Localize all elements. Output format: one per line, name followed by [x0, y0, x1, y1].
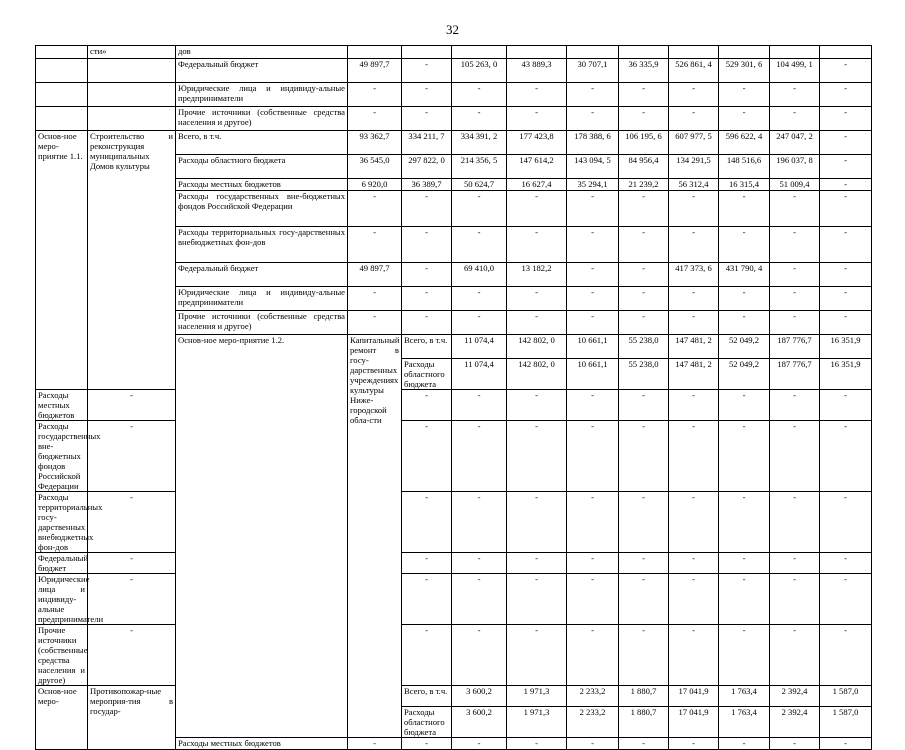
value-cell: - [567, 263, 619, 287]
value-cell: 178 388, 6 [567, 131, 619, 155]
value-cell: - [770, 738, 820, 750]
value-cell: 2 392,4 [770, 686, 820, 707]
value-cell: - [402, 227, 452, 263]
table-row [36, 492, 872, 553]
value-cell: - [820, 131, 872, 155]
funding-source-cell: Расходы областного бюджета [402, 707, 452, 738]
value-cell: 49 897,7 [348, 59, 402, 83]
value-cell: - [507, 553, 567, 574]
value-cell [619, 46, 669, 59]
value-cell: - [770, 227, 820, 263]
value-cell: - [719, 311, 770, 335]
value-cell: - [719, 492, 770, 553]
value-cell: - [452, 492, 507, 553]
value-cell: - [619, 263, 669, 287]
value-cell: 16 351,9 [820, 335, 872, 359]
value-cell: - [88, 553, 176, 574]
value-cell: - [669, 311, 719, 335]
value-cell: - [669, 227, 719, 263]
value-cell: - [452, 311, 507, 335]
value-cell: - [820, 553, 872, 574]
value-cell: 143 094, 5 [567, 155, 619, 179]
value-cell: 148 516,6 [719, 155, 770, 179]
value-cell: - [567, 287, 619, 311]
value-cell: - [719, 191, 770, 227]
value-cell [719, 46, 770, 59]
value-cell: - [88, 574, 176, 625]
value-cell: 52 049,2 [719, 335, 770, 359]
value-cell: - [619, 227, 669, 263]
value-cell: - [567, 738, 619, 750]
value-cell: - [669, 107, 719, 131]
value-cell: - [619, 107, 669, 131]
value-cell: - [820, 191, 872, 227]
table-row [36, 46, 872, 59]
value-cell: 30 707,1 [567, 59, 619, 83]
value-cell: - [619, 553, 669, 574]
value-cell: - [452, 625, 507, 686]
activity-name-cell: Противопожар-ные мероприя-тия в государ- [88, 686, 176, 750]
value-cell: 147 481, 2 [669, 335, 719, 359]
value-cell: - [820, 287, 872, 311]
table-row [36, 421, 872, 492]
value-cell: 187 776,7 [770, 359, 820, 390]
value-cell: - [719, 574, 770, 625]
value-cell: - [507, 311, 567, 335]
value-cell: - [669, 553, 719, 574]
value-cell: - [452, 287, 507, 311]
value-cell: 50 624,7 [452, 179, 507, 191]
value-cell: - [669, 492, 719, 553]
value-cell [348, 46, 402, 59]
table-row [36, 625, 872, 686]
value-cell: - [820, 390, 872, 421]
value-cell: - [567, 553, 619, 574]
value-cell: - [820, 179, 872, 191]
value-cell: 43 889,3 [507, 59, 567, 83]
value-cell: - [669, 574, 719, 625]
value-cell: 177 423,8 [507, 131, 567, 155]
value-cell: 1 587,0 [820, 686, 872, 707]
funding-source-cell: Прочие источники (собственные средства населения и другое) [36, 625, 88, 686]
value-cell: - [719, 227, 770, 263]
value-cell: - [619, 574, 669, 625]
value-cell: 21 239,2 [619, 179, 669, 191]
value-cell: - [820, 107, 872, 131]
budget-table [35, 45, 872, 750]
funding-source-cell: Расходы областного бюджета [402, 359, 452, 390]
value-cell: 1 763,4 [719, 707, 770, 738]
value-cell: - [402, 287, 452, 311]
value-cell: - [452, 553, 507, 574]
value-cell: - [402, 59, 452, 83]
funding-source-cell: Расходы местных бюджетов [176, 179, 348, 191]
value-cell: - [567, 227, 619, 263]
value-cell: - [770, 311, 820, 335]
value-cell: - [619, 191, 669, 227]
value-cell: - [402, 107, 452, 131]
value-cell: - [619, 421, 669, 492]
value-cell: - [348, 191, 402, 227]
table-row [36, 131, 872, 155]
value-cell: - [669, 625, 719, 686]
value-cell: - [507, 421, 567, 492]
funding-source-cell: Расходы местных бюджетов [36, 390, 88, 421]
value-cell: - [402, 553, 452, 574]
funding-source-cell: Расходы территориальных госу-дарственных внебюджетных фон-дов [176, 227, 348, 263]
value-cell: - [719, 390, 770, 421]
value-cell [770, 46, 820, 59]
value-cell: 36 335,9 [619, 59, 669, 83]
value-cell: - [507, 191, 567, 227]
value-cell: - [820, 83, 872, 107]
activity-name-cell [88, 59, 176, 83]
funding-source-cell: Всего, в т.ч. [402, 335, 452, 359]
value-cell: - [507, 227, 567, 263]
funding-source-cell: Прочие источники (собственные средства населения и другое) [176, 107, 348, 131]
value-cell: - [88, 421, 176, 492]
value-cell: - [567, 625, 619, 686]
value-cell: 1 880,7 [619, 686, 669, 707]
value-cell: - [348, 287, 402, 311]
value-cell: 55 238,0 [619, 335, 669, 359]
value-cell [820, 46, 872, 59]
value-cell: - [820, 421, 872, 492]
value-cell: - [770, 574, 820, 625]
value-cell: 431 790, 4 [719, 263, 770, 287]
value-cell: - [567, 83, 619, 107]
value-cell: 1 763,4 [719, 686, 770, 707]
value-cell: - [507, 83, 567, 107]
value-cell: 52 049,2 [719, 359, 770, 390]
value-cell: - [820, 155, 872, 179]
value-cell: 334 211, 7 [402, 131, 452, 155]
value-cell: - [348, 83, 402, 107]
value-cell: 334 391, 2 [452, 131, 507, 155]
value-cell: - [669, 83, 719, 107]
value-cell [507, 46, 567, 59]
value-cell: - [820, 263, 872, 287]
value-cell: - [452, 227, 507, 263]
value-cell: - [669, 390, 719, 421]
value-cell: 13 182,2 [507, 263, 567, 287]
value-cell: 49 897,7 [348, 263, 402, 287]
value-cell: - [719, 738, 770, 750]
value-cell: - [619, 287, 669, 311]
value-cell: 1 587,0 [820, 707, 872, 738]
funding-source-cell: Расходы местных бюджетов [176, 738, 348, 750]
value-cell: 106 195, 6 [619, 131, 669, 155]
value-cell: - [820, 625, 872, 686]
value-cell: - [348, 107, 402, 131]
value-cell: 417 373, 6 [669, 263, 719, 287]
value-cell: - [770, 263, 820, 287]
value-cell: - [452, 738, 507, 750]
value-cell: 1 880,7 [619, 707, 669, 738]
activity-code-cell [36, 107, 88, 131]
value-cell: 10 661,1 [567, 335, 619, 359]
value-cell: 36 545,0 [348, 155, 402, 179]
value-cell: - [452, 107, 507, 131]
value-cell: - [507, 625, 567, 686]
funding-source-cell: Федеральный бюджет [36, 553, 88, 574]
value-cell: - [719, 553, 770, 574]
activity-code-cell [36, 46, 88, 59]
value-cell: - [669, 421, 719, 492]
activity-code-cell: Основ-ное меро- [36, 686, 88, 750]
value-cell: - [402, 263, 452, 287]
activity-name-cell [88, 107, 176, 131]
value-cell: 3 600,2 [452, 686, 507, 707]
funding-source-cell: Прочие источники (собственные средства населения и другое) [176, 311, 348, 335]
value-cell: - [770, 390, 820, 421]
funding-source-cell: Расходы государственных вне-бюджетных фондов Российской Федерации [176, 191, 348, 227]
value-cell: - [619, 390, 669, 421]
value-cell: - [719, 625, 770, 686]
value-cell: - [452, 421, 507, 492]
value-cell: 2 233,2 [567, 707, 619, 738]
value-cell: - [507, 574, 567, 625]
value-cell: 247 047, 2 [770, 131, 820, 155]
value-cell: 1 971,3 [507, 707, 567, 738]
value-cell: - [507, 738, 567, 750]
value-cell: 11 074,4 [452, 359, 507, 390]
value-cell: - [88, 390, 176, 421]
activity-code-cell: Основ-ное меро-приятие 1.2. [176, 335, 348, 738]
value-cell: - [402, 574, 452, 625]
value-cell: - [567, 421, 619, 492]
funding-source-cell: дов [176, 46, 348, 59]
value-cell: - [820, 227, 872, 263]
value-cell: - [567, 311, 619, 335]
value-cell: 84 956,4 [619, 155, 669, 179]
value-cell: - [820, 311, 872, 335]
value-cell: - [452, 191, 507, 227]
value-cell: 1 971,3 [507, 686, 567, 707]
value-cell: - [770, 421, 820, 492]
value-cell: 529 301, 6 [719, 59, 770, 83]
value-cell: - [452, 390, 507, 421]
table-row [36, 107, 872, 131]
value-cell: 35 294,1 [567, 179, 619, 191]
value-cell: - [348, 311, 402, 335]
value-cell: - [820, 492, 872, 553]
value-cell: - [402, 390, 452, 421]
value-cell: - [770, 287, 820, 311]
value-cell: 93 362,7 [348, 131, 402, 155]
value-cell: 104 499, 1 [770, 59, 820, 83]
table-row [36, 553, 872, 574]
activity-code-cell [36, 59, 88, 83]
activity-name-cell: Строительство и реконструкция муниципальных Домов культуры [88, 131, 176, 390]
value-cell: 69 410,0 [452, 263, 507, 287]
value-cell: 147 614,2 [507, 155, 567, 179]
value-cell: 2 392,4 [770, 707, 820, 738]
value-cell: 2 233,2 [567, 686, 619, 707]
value-cell: - [402, 311, 452, 335]
funding-source-cell: Юридические лица и индивиду-альные предприниматели [176, 83, 348, 107]
value-cell: - [402, 492, 452, 553]
table-row [36, 574, 872, 625]
value-cell: - [452, 574, 507, 625]
value-cell: - [88, 492, 176, 553]
value-cell: - [567, 574, 619, 625]
value-cell: - [402, 83, 452, 107]
value-cell: 142 802, 0 [507, 359, 567, 390]
table-row [36, 59, 872, 83]
value-cell: - [567, 390, 619, 421]
funding-source-cell: Федеральный бюджет [176, 59, 348, 83]
activity-name-cell: Капитальный ремонт в госу-дарственных учреждениях культуры Ниже-городской обла-сти [348, 335, 402, 738]
value-cell: - [619, 83, 669, 107]
value-cell: 16 315,4 [719, 179, 770, 191]
funding-source-cell: Юридические лица и индивиду-альные предприниматели [36, 574, 88, 625]
table-row [36, 686, 872, 707]
activity-code-cell [36, 83, 88, 107]
table-row [36, 390, 872, 421]
value-cell: - [669, 287, 719, 311]
value-cell: - [348, 227, 402, 263]
value-cell: 17 041,9 [669, 707, 719, 738]
funding-source-cell: Всего, в т.ч. [176, 131, 348, 155]
value-cell: 134 291,5 [669, 155, 719, 179]
value-cell: 214 356, 5 [452, 155, 507, 179]
value-cell: 51 009,4 [770, 179, 820, 191]
value-cell: 36 389,7 [402, 179, 452, 191]
page-number: 32 [446, 22, 459, 37]
value-cell: 16 351,9 [820, 359, 872, 390]
funding-source-cell: Юридические лица и индивиду-альные предприниматели [176, 287, 348, 311]
value-cell [567, 46, 619, 59]
value-cell: - [507, 107, 567, 131]
value-cell: - [402, 625, 452, 686]
funding-source-cell: Федеральный бюджет [176, 263, 348, 287]
funding-source-cell: Расходы государственных вне-бюджетных фондов Российской Федерации [36, 421, 88, 492]
value-cell [669, 46, 719, 59]
activity-name-cell: сти» [88, 46, 176, 59]
value-cell: - [770, 107, 820, 131]
value-cell: - [770, 625, 820, 686]
value-cell: - [402, 421, 452, 492]
value-cell: - [619, 311, 669, 335]
value-cell: 596 622, 4 [719, 131, 770, 155]
value-cell: - [507, 287, 567, 311]
value-cell: 147 481, 2 [669, 359, 719, 390]
value-cell: 56 312,4 [669, 179, 719, 191]
value-cell: - [507, 492, 567, 553]
value-cell: - [820, 59, 872, 83]
activity-code-cell: Основ-ное меро-приятие 1.1. [36, 131, 88, 390]
value-cell: 526 861, 4 [669, 59, 719, 83]
value-cell: 55 238,0 [619, 359, 669, 390]
value-cell: - [770, 553, 820, 574]
value-cell: 196 037, 8 [770, 155, 820, 179]
value-cell: - [719, 107, 770, 131]
value-cell: - [770, 83, 820, 107]
value-cell [452, 46, 507, 59]
funding-source-cell: Расходы территориальных госу-дарственных внебюджетных фон-дов [36, 492, 88, 553]
value-cell: - [402, 191, 452, 227]
value-cell: - [820, 738, 872, 750]
value-cell: - [619, 625, 669, 686]
value-cell: - [88, 625, 176, 686]
value-cell: - [452, 83, 507, 107]
value-cell: 3 600,2 [452, 707, 507, 738]
value-cell: 11 074,4 [452, 335, 507, 359]
value-cell: - [567, 492, 619, 553]
value-cell: 142 802, 0 [507, 335, 567, 359]
value-cell [402, 46, 452, 59]
value-cell: - [619, 738, 669, 750]
value-cell: - [669, 738, 719, 750]
value-cell: - [567, 191, 619, 227]
funding-source-cell: Всего, в т.ч. [402, 686, 452, 707]
value-cell: - [770, 191, 820, 227]
value-cell: - [619, 492, 669, 553]
funding-source-cell: Расходы областного бюджета [176, 155, 348, 179]
value-cell: - [567, 107, 619, 131]
value-cell: - [719, 287, 770, 311]
table-row [36, 83, 872, 107]
value-cell: - [770, 492, 820, 553]
value-cell: 607 977, 5 [669, 131, 719, 155]
activity-name-cell [88, 83, 176, 107]
value-cell: 297 822, 0 [402, 155, 452, 179]
value-cell: 16 627,4 [507, 179, 567, 191]
value-cell: - [402, 738, 452, 750]
value-cell: 10 661,1 [567, 359, 619, 390]
value-cell: - [669, 191, 719, 227]
value-cell: 187 776,7 [770, 335, 820, 359]
value-cell: 17 041,9 [669, 686, 719, 707]
value-cell: 105 263, 0 [452, 59, 507, 83]
value-cell: - [719, 83, 770, 107]
value-cell: 6 920,0 [348, 179, 402, 191]
value-cell: - [348, 738, 402, 750]
value-cell: - [507, 390, 567, 421]
value-cell: - [820, 574, 872, 625]
value-cell: - [719, 421, 770, 492]
